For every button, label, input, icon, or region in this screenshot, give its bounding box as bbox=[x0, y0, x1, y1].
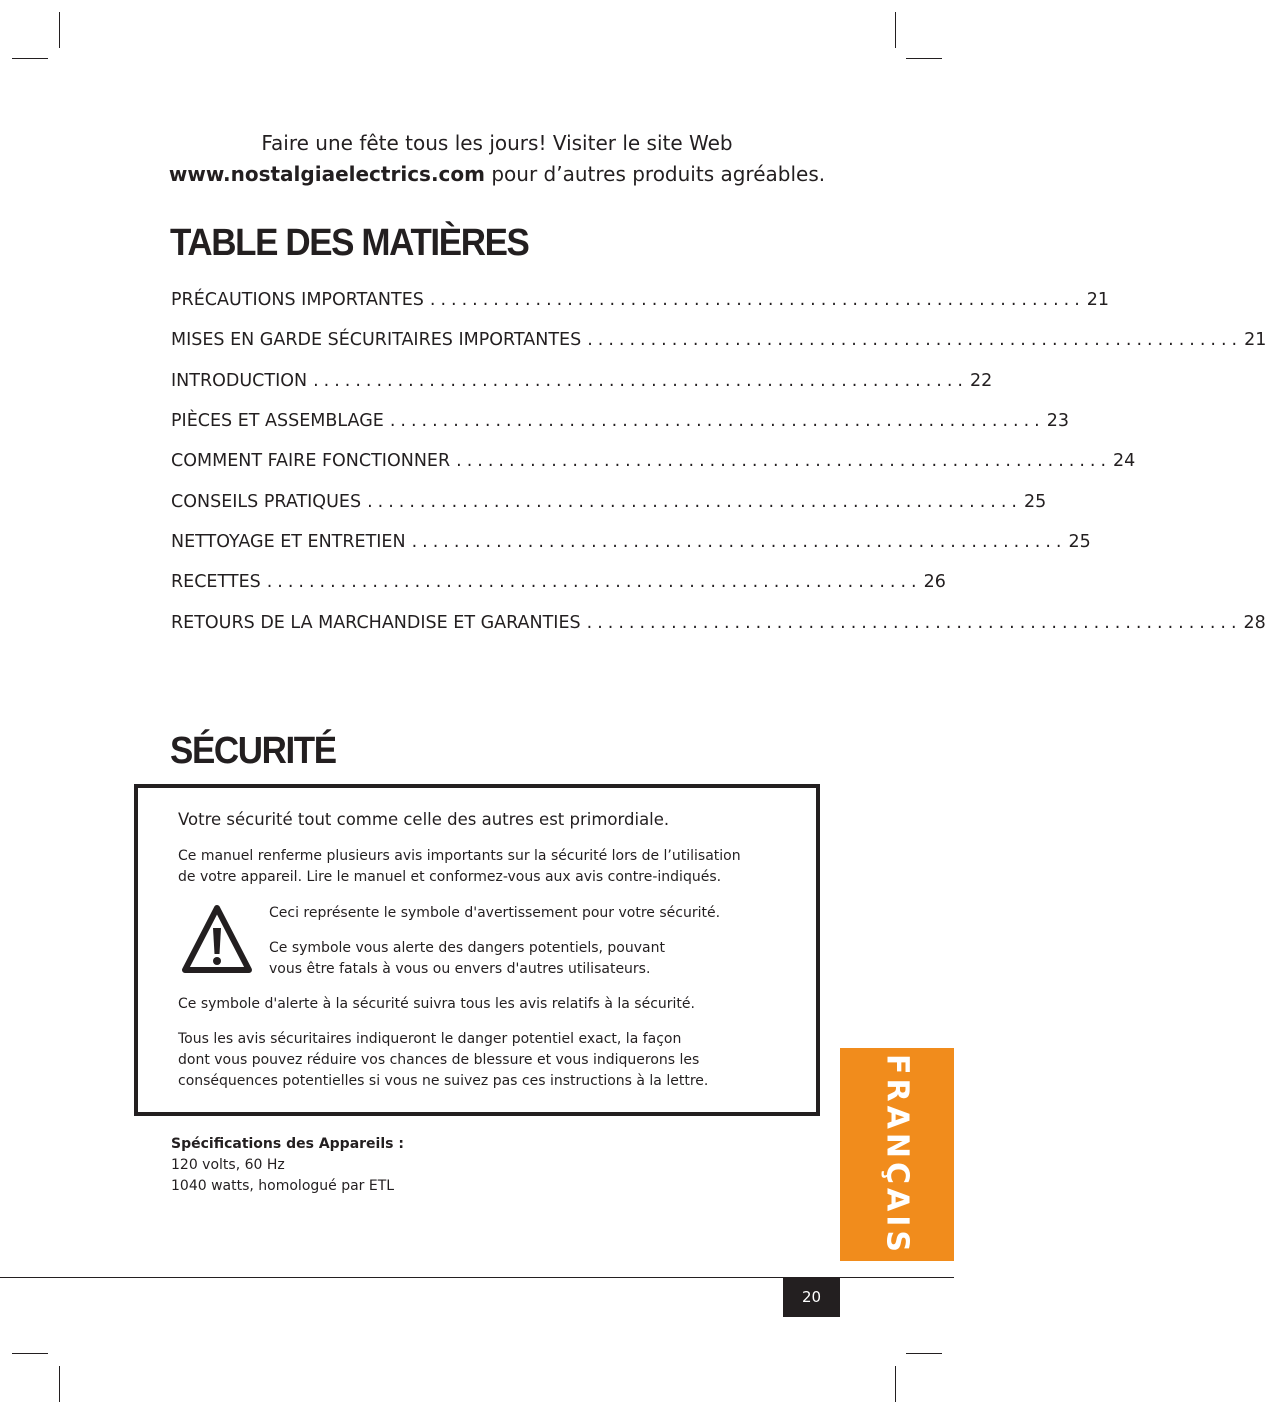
crop-mark bbox=[59, 12, 60, 48]
text-line: de votre appareil. Lire le manuel et conformez-vous aux avis contre-indiqués. bbox=[178, 869, 722, 885]
toc-item-title: INTRODUCTION bbox=[171, 370, 308, 391]
table-of-contents bbox=[171, 280, 1266, 643]
specs-line: 1040 watts, homologué par ETL bbox=[171, 1178, 395, 1194]
toc-item-page: 24 bbox=[1113, 451, 1136, 472]
page-number: 20 bbox=[783, 1277, 840, 1317]
toc-item-title: NETTOYAGE ET ENTRETIEN bbox=[171, 531, 406, 552]
text-line: dont vous pouvez réduire vos chances de blessure et vous indiquerons les bbox=[178, 1052, 700, 1068]
toc-leader: .............................................................. bbox=[313, 370, 968, 391]
toc-item-title: MISES EN GARDE SÉCURITAIRES IMPORTANTES bbox=[171, 330, 582, 351]
warning-triangle-icon bbox=[181, 902, 253, 974]
crop-mark bbox=[906, 58, 942, 59]
intro-line2-rest: pour d’autres produits agréables. bbox=[484, 162, 826, 186]
safety-paragraph bbox=[178, 846, 741, 888]
text-line: Ce manuel renferme plusieurs avis importants sur la sécurité lors de l’utilisation bbox=[178, 848, 741, 864]
language-tab bbox=[840, 1048, 954, 1261]
intro-line1: Faire une fête tous les jours! Visiter le site Web bbox=[261, 131, 733, 155]
safety-heading: SÉCURITÉ bbox=[170, 730, 336, 772]
text-line: Ce symbole vous alerte des dangers potentiels, pouvant bbox=[269, 940, 665, 956]
alert-follow-text: Ce symbole d'alerte à la sécurité suivra tous les avis relatifs à la sécurité. bbox=[178, 996, 695, 1012]
toc-leader: .............................................................. bbox=[587, 330, 1243, 351]
toc-leader: .............................................................. bbox=[456, 451, 1112, 472]
toc-leader: .............................................................. bbox=[411, 531, 1067, 552]
toc-leader: .............................................................. bbox=[389, 411, 1045, 432]
crop-mark bbox=[895, 1366, 896, 1402]
toc-item[interactable] bbox=[171, 361, 993, 401]
crop-mark bbox=[12, 58, 48, 59]
specs-line: 120 volts, 60 Hz bbox=[171, 1157, 285, 1173]
toc-item-title: RETOURS DE LA MARCHANDISE ET GARANTIES bbox=[171, 612, 581, 633]
crop-mark bbox=[895, 12, 896, 48]
safety-notice bbox=[178, 1029, 708, 1092]
toc-item[interactable] bbox=[171, 522, 1091, 562]
crop-mark bbox=[906, 1353, 942, 1354]
toc-heading: TABLE DES MATIÈRES bbox=[170, 222, 529, 264]
toc-item-page: 25 bbox=[1023, 491, 1047, 512]
toc-item[interactable] bbox=[171, 280, 1110, 320]
safety-box bbox=[134, 784, 820, 1116]
toc-leader: .............................................................. bbox=[429, 290, 1085, 311]
toc-item[interactable] bbox=[171, 320, 1266, 360]
toc-item-title: RECETTES bbox=[171, 572, 261, 593]
symbol-description: Ceci représente le symbole d'avertissement pour votre sécurité. bbox=[269, 905, 721, 921]
toc-item-title: COMMENT FAIRE FONCTIONNER bbox=[171, 451, 451, 472]
toc-item[interactable] bbox=[171, 481, 1047, 521]
text-line: conséquences potentielles si vous ne suivez pas ces instructions à la lettre. bbox=[178, 1073, 709, 1089]
toc-item-page: 23 bbox=[1046, 411, 1069, 432]
language-tab-label: FRANÇAIS bbox=[879, 1053, 915, 1256]
toc-item[interactable] bbox=[171, 602, 1266, 642]
safety-lead: Votre sécurité tout comme celle des autres est primordiale. bbox=[178, 810, 670, 829]
crop-mark bbox=[12, 1353, 48, 1354]
toc-item-page: 25 bbox=[1068, 531, 1091, 552]
toc-item[interactable] bbox=[171, 441, 1136, 481]
toc-leader: .............................................................. bbox=[266, 572, 922, 593]
toc-item-page: 21 bbox=[1086, 290, 1110, 311]
toc-item-title: PIÈCES ET ASSEMBLAGE bbox=[171, 411, 384, 432]
toc-item-title: PRÉCAUTIONS IMPORTANTES bbox=[171, 290, 424, 311]
toc-item[interactable] bbox=[171, 562, 946, 602]
toc-item-page: 22 bbox=[970, 370, 993, 391]
symbol-alert bbox=[269, 938, 665, 980]
intro-line2 bbox=[130, 159, 864, 190]
text-line: Tous les avis sécuritaires indiqueront le danger potentiel exact, la façon bbox=[178, 1031, 682, 1047]
toc-item-page: 21 bbox=[1244, 330, 1266, 351]
crop-mark bbox=[59, 1366, 60, 1402]
intro-text bbox=[130, 128, 864, 190]
specs-label: Spécifications des Appareils : bbox=[171, 1136, 404, 1152]
toc-item[interactable] bbox=[171, 401, 1069, 441]
toc-leader: .............................................................. bbox=[367, 491, 1022, 512]
toc-item-page: 26 bbox=[923, 572, 946, 593]
toc-item-title: CONSEILS PRATIQUES bbox=[171, 491, 362, 512]
toc-item-page: 28 bbox=[1243, 612, 1266, 633]
website-link[interactable]: www.nostalgiaelectrics.com bbox=[168, 162, 485, 186]
text-line: vous être fatals à vous ou envers d'autres utilisateurs. bbox=[269, 961, 651, 977]
appliance-specs bbox=[171, 1134, 404, 1197]
toc-leader: .............................................................. bbox=[586, 612, 1242, 633]
